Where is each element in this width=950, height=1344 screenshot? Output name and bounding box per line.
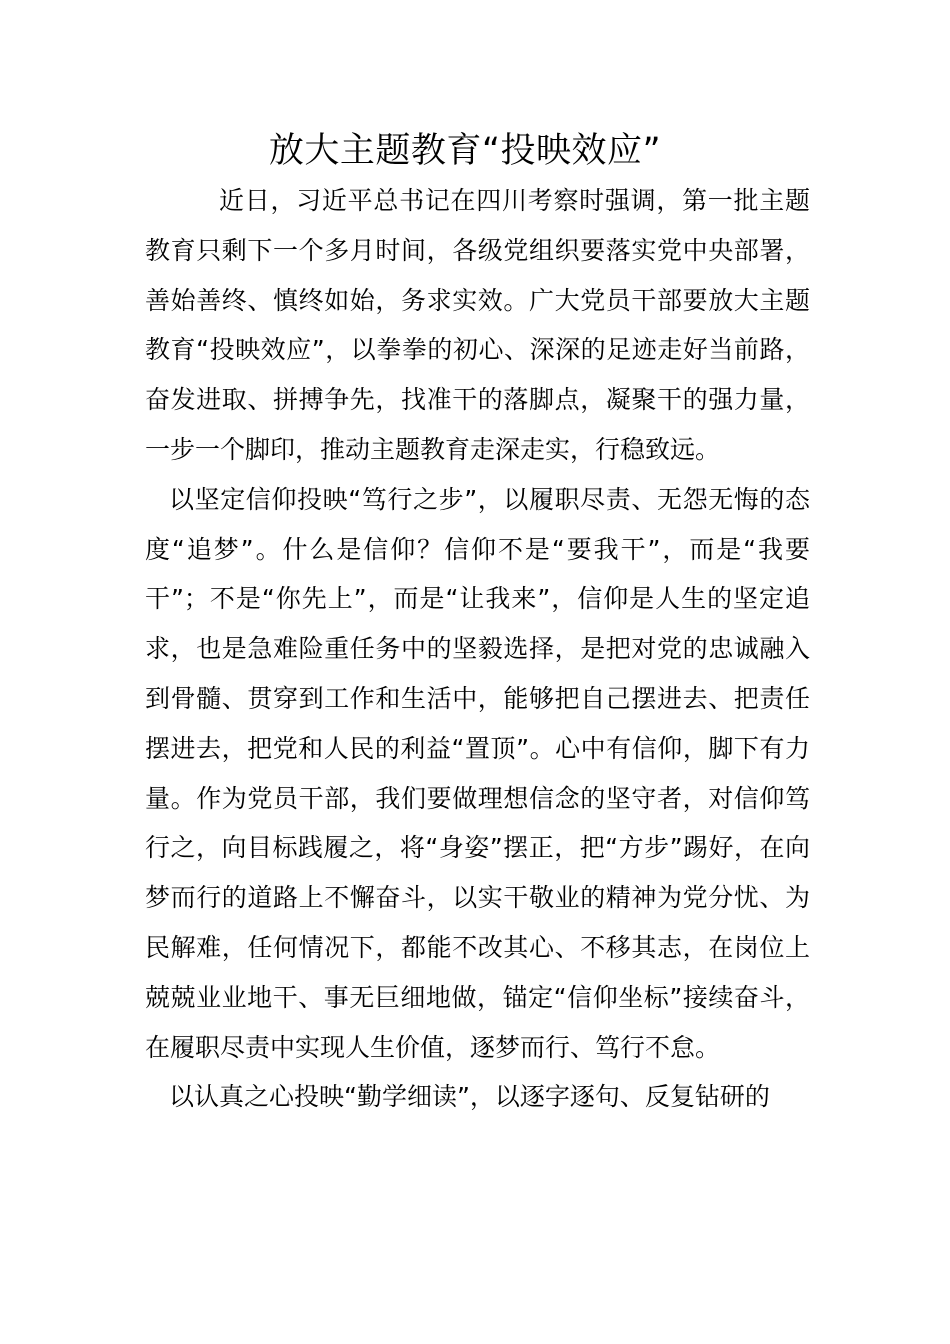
- paragraph-1: 近日，习近平总书记在四川考察时强调，第一批主题教育只剩下一个多月时间，各级党组织要落实党中央部署，善始善终、慎终如始，务求实效。广大党员干部要放大主题教育“投映效应”，以拳拳的初心、深深的足迹走好当前路，奋发进取、拼搏争先，找准干的落脚点，凝聚干的强力量，一步一个脚印，推动主题教育走深走实，行稳致远。: [145, 186, 810, 464]
- document-body: [145, 176, 810, 1122]
- paragraph-3: 以认真之心投映“勤学细读”，以逐字逐句、反复钻研的: [169, 1082, 770, 1112]
- document-title: 放大主题教育“投映效应”: [268, 131, 662, 171]
- paragraph-2: 以坚定信仰投映“笃行之步”，以履职尽责、无怨无悔的态度“追梦”。什么是信仰？信仰不是“要我干”，而是“我要干”；不是“你先上”，而是“让我来”，信仰是人生的坚定追求，也是急难险重任务中的坚毅选择，是把对党的忠诚融入到骨髓、贯穿到工作和生活中，能够把自己摆进去、把责任摆进去，把党和人民的利益“置顶”。心中有信仰，脚下有力量。作为党员干部，我们要做理想信念的坚守者，对信仰笃行之，向目标践履之，将“身姿”摆正，把“方步”踢好，在向梦而行的道路上不懈奋斗，以实干敬业的精神为党分忧、为民解难，任何情况下，都能不改其心、不移其志，在岗位上兢兢业业地干、事无巨细地做，锚定“信仰坐标”接续奋斗，在履职尽责中实现人生价值，逐梦而行、笃行不怠。: [145, 484, 810, 1062]
